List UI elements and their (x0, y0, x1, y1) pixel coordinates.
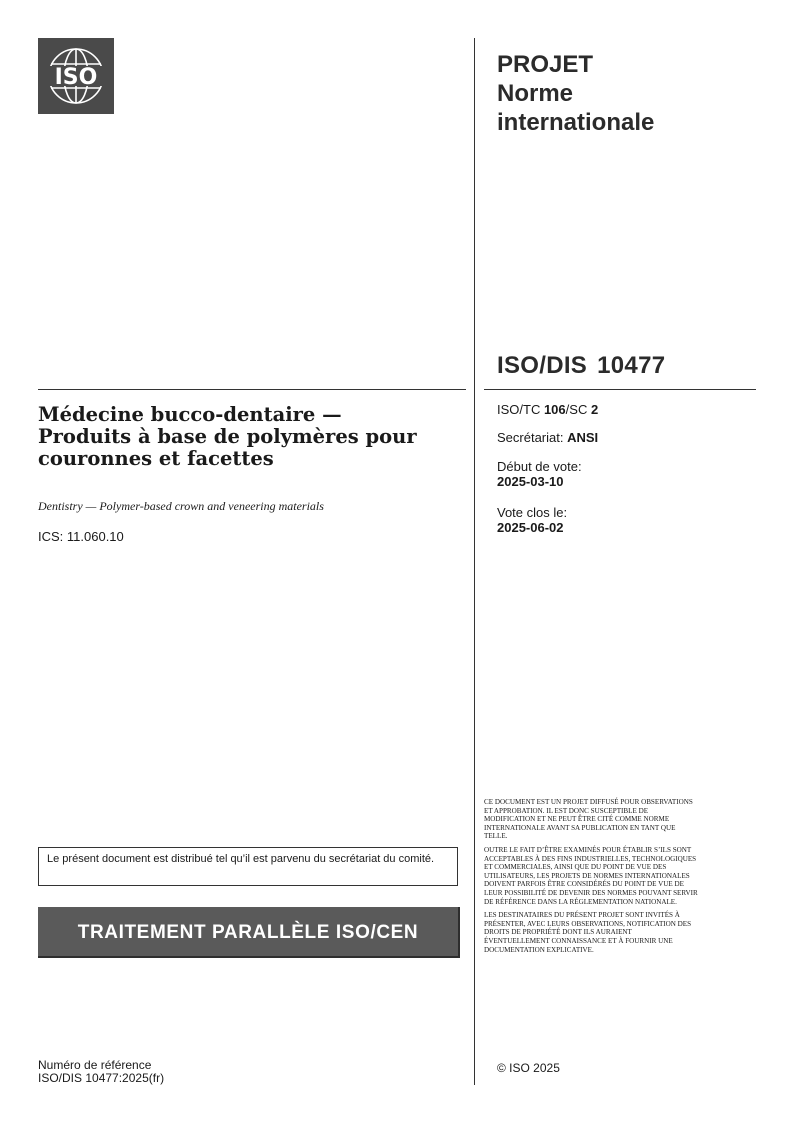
disclaimer-paragraph: CE DOCUMENT EST UN PROJET DIFFUSÉ POUR OBSERVATIONS ET APPROBATION. IL EST DONC SUSCEPTIBLE DE MODIFICATION ET NE PEUT ÊTRE CITÉ COMME NORME INTERNATIONALE AVANT SA PUBLICATION EN TANT QUE TELLE. (484, 798, 693, 841)
right-horizontal-divider (484, 389, 756, 390)
title-line: Médecine bucco-dentaire — (38, 403, 342, 426)
iso-logo (38, 38, 114, 114)
vote-end-date: 2025-06-02 (497, 520, 564, 535)
committee (497, 402, 598, 417)
document-type (497, 50, 757, 137)
vertical-divider (474, 38, 475, 1085)
standard-number-value: 10477 (597, 352, 666, 379)
sc-prefix: /SC (565, 402, 591, 417)
vote-start (497, 459, 582, 489)
secretariat-label: Secrétariat: (497, 430, 568, 445)
doc-type-line: PROJET (497, 51, 594, 78)
secretariat (497, 430, 598, 445)
title-line: couronnes et facettes (38, 447, 274, 470)
doc-type-line: Norme (497, 80, 574, 107)
distribution-notice: Le présent document est distribué tel qu’il est parvenu du secrétariat du comité. (38, 847, 458, 886)
globe-icon (38, 38, 114, 114)
vote-end-label: Vote clos le: (497, 505, 568, 520)
copyright: © ISO 2025 (497, 1061, 560, 1075)
reference-value: ISO/DIS 10477:2025(fr) (38, 1071, 165, 1085)
title-line: Produits à base de polymères pour (38, 425, 417, 448)
disclaimer-paragraph: LES DESTINATAIRES DU PRÉSENT PROJET SONT INVITÉS À PRÉSENTER, AVEC LEURS OBSERVATIONS, NOTIFICATION DES DROITS DE PROPRIÉTÉ DONT ILS AURAIENT ÉVENTUELLEMENT CONNAISSANCE ET À FOURNIR UNE DOCUMENTATION EXPLICATIVE. (484, 911, 692, 954)
standard-number (497, 352, 665, 380)
ics-code: ICS: 11.060.10 (38, 529, 124, 544)
vote-end (497, 505, 567, 535)
tc-prefix: ISO/TC (497, 402, 544, 417)
document-title (38, 404, 463, 470)
english-title: Dentistry — Polymer-based crown and veneering materials (38, 499, 324, 513)
disclaimer-paragraph: OUTRE LE FAIT D’ÊTRE EXAMINÉS POUR ÉTABLIR S’ILS SONT ACCEPTABLES À DES FINS INDUSTRIELLES, TECHNOLOGIQUES ET COMMERCIALES, AINSI QUE DU POINT DE VUE DES UTILISATEURS, LES PROJETS DE NORMES INTERNATIONALES DOIVENT PARFOIS ÊTRE CONSIDÉRÉS DU POINT DE VUE DE LEUR POSSIBILITÉ DE DEVENIR DES NORMES POUVANT SERVIR DE RÉFÉRENCE DANS LA RÉGLEMENTATION NATIONALE. (484, 845, 698, 906)
vote-start-date: 2025-03-10 (497, 474, 564, 489)
tc-number: 106 (543, 402, 566, 417)
left-horizontal-divider (38, 389, 466, 390)
doc-type-line: internationale (497, 109, 655, 136)
secretariat-value: ANSI (567, 430, 599, 445)
sc-number: 2 (590, 402, 599, 417)
parallel-processing-banner: TRAITEMENT PARALLÈLE ISO/CEN (38, 907, 460, 958)
reference-label: Numéro de référence (38, 1058, 152, 1072)
standard-prefix: ISO/DIS (497, 352, 588, 379)
iso-logo-text: ISO (54, 65, 98, 90)
reference-number (38, 1059, 164, 1085)
draft-disclaimer (484, 798, 699, 959)
vote-start-label: Début de vote: (497, 459, 582, 474)
